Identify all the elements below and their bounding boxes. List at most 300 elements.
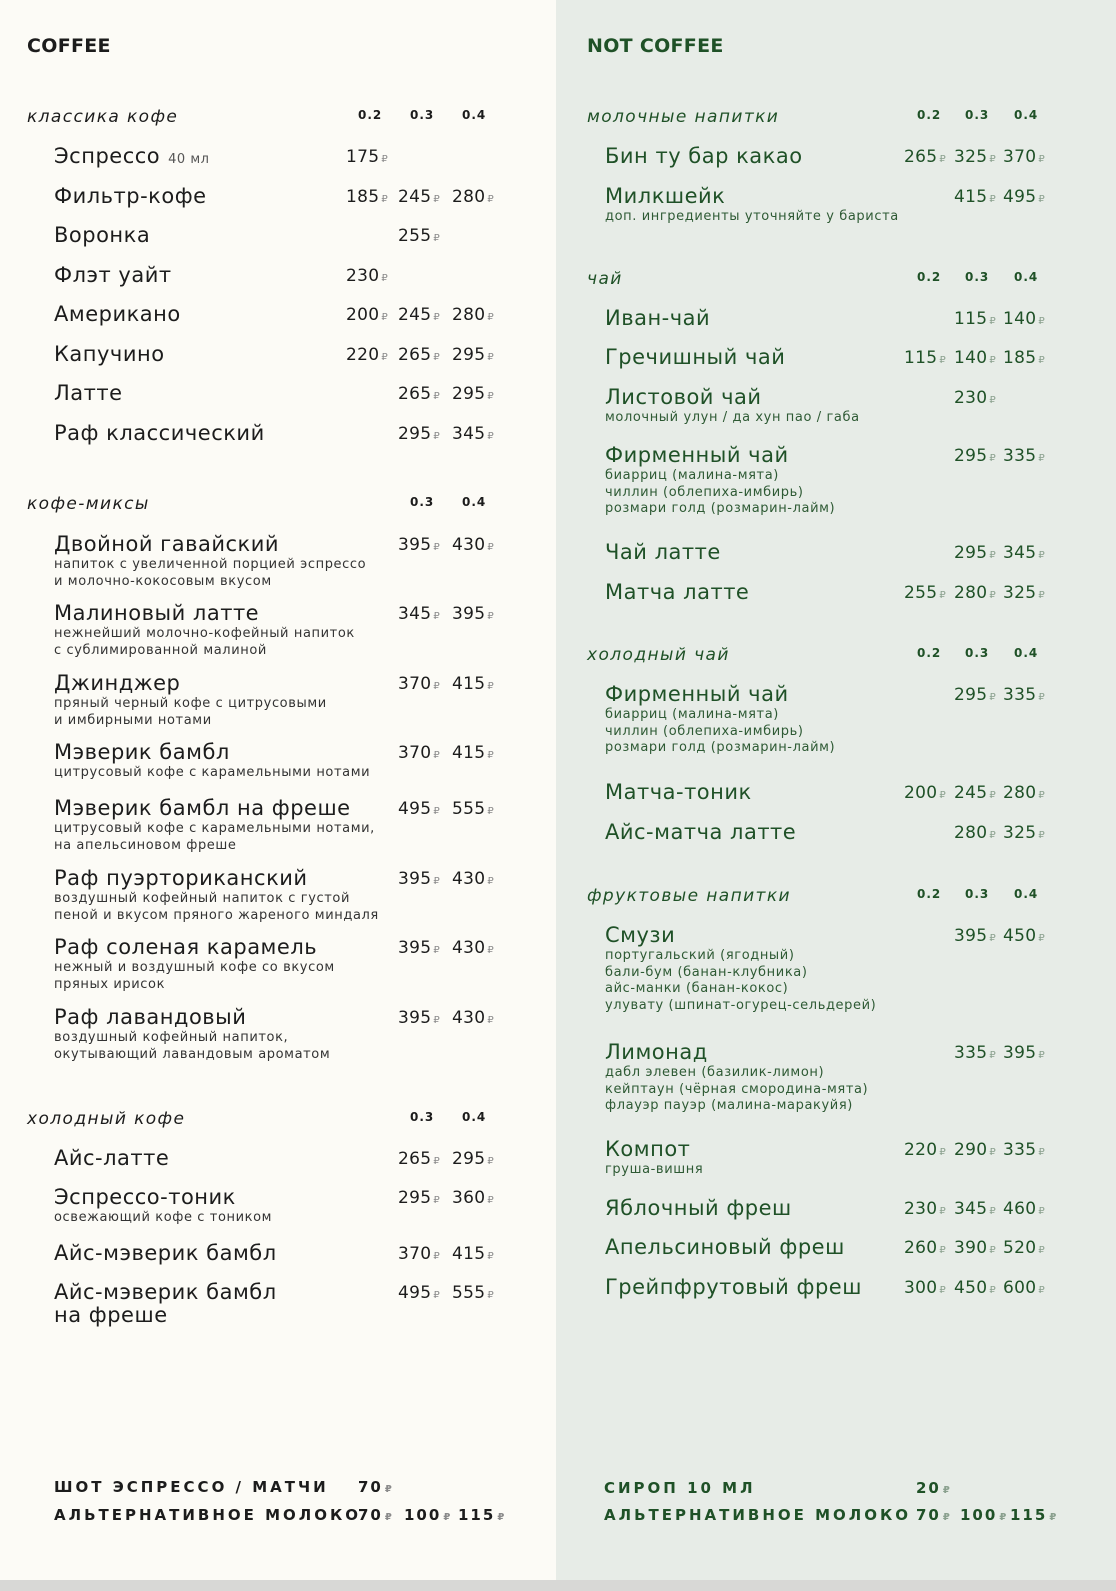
menu-item-name bbox=[54, 936, 317, 959]
menu-item-description: португальский (ягодный) бали-бум (банан-клубника) айс-манки (банан-кокос) улувату (шпинат-огурец-сельдерей) bbox=[605, 948, 877, 1013]
section-heading: молочные напитки bbox=[587, 107, 780, 127]
currency-symbol: ₽ bbox=[1038, 316, 1046, 327]
size-label: 0.3 bbox=[965, 887, 990, 901]
menu-item-price bbox=[904, 783, 946, 806]
menu-item-title: Апельсиновый фреш bbox=[605, 1235, 845, 1259]
menu-item-title: Гречишный чай bbox=[605, 345, 786, 369]
currency-symbol: ₽ bbox=[942, 1485, 952, 1496]
currency-symbol: ₽ bbox=[433, 945, 441, 956]
price-value: 335 bbox=[1003, 685, 1037, 705]
currency-symbol: ₽ bbox=[487, 945, 495, 956]
price-value: 200 bbox=[346, 305, 380, 325]
currency-symbol: ₽ bbox=[989, 550, 997, 561]
section-heading: кофе-миксы bbox=[27, 494, 150, 514]
price-value: 280 bbox=[452, 305, 486, 325]
price-value: 200 bbox=[904, 783, 938, 803]
currency-symbol: ₽ bbox=[989, 830, 997, 841]
menu-item-price bbox=[954, 783, 996, 806]
menu-item-price bbox=[398, 674, 440, 697]
price-value: 295 bbox=[398, 424, 432, 444]
price-value: 295 bbox=[954, 685, 988, 705]
extras-label: ШОТ ЭСПРЕССО / МАТЧИ bbox=[54, 1478, 329, 1496]
price-value: 220 bbox=[346, 345, 380, 365]
price-value: 370 bbox=[398, 743, 432, 763]
section-heading: фруктовые напитки bbox=[587, 886, 791, 906]
menu-item-description: биарриц (малина-мята) чиллин (облепиха-имбирь) розмари голд (розмарин-лайм) bbox=[605, 707, 836, 755]
menu-item-title: Двойной гавайский bbox=[54, 532, 280, 556]
menu-item-price bbox=[1003, 187, 1045, 210]
currency-symbol: ₽ bbox=[433, 431, 441, 442]
menu-item-name bbox=[54, 533, 279, 556]
menu-item-price bbox=[954, 309, 996, 332]
price-value: 265 bbox=[398, 345, 432, 365]
extras-price bbox=[960, 1505, 1008, 1528]
currency-symbol: ₽ bbox=[989, 1050, 997, 1061]
menu-item-title: Смузи bbox=[605, 923, 676, 947]
menu-item-title: Матча латте bbox=[605, 580, 750, 604]
price-value: 280 bbox=[954, 583, 988, 603]
menu-item-name bbox=[605, 1138, 690, 1161]
price-value: 115 bbox=[1010, 1506, 1048, 1524]
menu-item-name bbox=[605, 185, 725, 208]
price-value: 325 bbox=[954, 147, 988, 167]
menu-item-price bbox=[452, 604, 494, 627]
price-value: 415 bbox=[452, 743, 486, 763]
column-title: NOT COFFEE bbox=[587, 35, 724, 57]
currency-symbol: ₽ bbox=[433, 750, 441, 761]
menu-item-price bbox=[452, 1244, 494, 1267]
price-value: 390 bbox=[954, 1238, 988, 1258]
extras-label: АЛЬТЕРНАТИВНОЕ МОЛОКО bbox=[54, 1506, 362, 1524]
size-label: 0.3 bbox=[965, 270, 990, 284]
currency-symbol: ₽ bbox=[1038, 453, 1046, 464]
menu-item-name bbox=[605, 346, 785, 369]
currency-symbol: ₽ bbox=[1038, 933, 1046, 944]
size-label: 0.2 bbox=[917, 887, 942, 901]
currency-symbol: ₽ bbox=[1038, 1245, 1046, 1256]
menu-item-name bbox=[605, 924, 675, 947]
menu-item-price bbox=[452, 743, 494, 766]
currency-symbol: ₽ bbox=[487, 1015, 495, 1026]
size-label: 0.4 bbox=[1014, 646, 1039, 660]
currency-symbol: ₽ bbox=[433, 391, 441, 402]
menu-item-name bbox=[54, 382, 123, 405]
price-value: 230 bbox=[904, 1199, 938, 1219]
price-value: 70 bbox=[358, 1478, 383, 1496]
price-value: 450 bbox=[1003, 926, 1037, 946]
currency-symbol: ₽ bbox=[487, 352, 495, 363]
currency-symbol: ₽ bbox=[381, 273, 389, 284]
currency-symbol: ₽ bbox=[1038, 692, 1046, 703]
size-label: 0.4 bbox=[1014, 108, 1039, 122]
menu-item-name bbox=[605, 581, 749, 604]
menu-item-title: Фирменный чай bbox=[605, 443, 789, 467]
menu-item-price bbox=[954, 823, 996, 846]
price-value: 495 bbox=[1003, 187, 1037, 207]
menu-item-description: освежающий кофе с тоником bbox=[54, 1210, 273, 1225]
currency-symbol: ₽ bbox=[939, 1206, 947, 1217]
currency-symbol: ₽ bbox=[487, 611, 495, 622]
price-value: 230 bbox=[954, 388, 988, 408]
menu-item-price bbox=[452, 799, 494, 822]
currency-symbol: ₽ bbox=[989, 194, 997, 205]
currency-symbol: ₽ bbox=[487, 431, 495, 442]
price-value: 265 bbox=[904, 147, 938, 167]
currency-symbol: ₽ bbox=[939, 590, 947, 601]
price-value: 20 bbox=[916, 1479, 941, 1497]
menu-item-title: Бин ту бар какао bbox=[605, 144, 803, 168]
menu-item-price bbox=[954, 1199, 996, 1222]
menu-item-price bbox=[904, 1238, 946, 1261]
currency-symbol: ₽ bbox=[939, 1285, 947, 1296]
menu-item-price bbox=[398, 1188, 440, 1211]
extras-price bbox=[404, 1505, 452, 1528]
menu-item-price bbox=[1003, 147, 1045, 170]
currency-symbol: ₽ bbox=[487, 750, 495, 761]
menu-item-price bbox=[904, 348, 946, 371]
menu-item-name bbox=[605, 541, 721, 564]
menu-item-title: Фильтр-кофе bbox=[54, 184, 207, 208]
size-label: 0.3 bbox=[410, 108, 435, 122]
menu-item-price bbox=[904, 1140, 946, 1163]
menu-item-description: напиток с увеличенной порцией эспрессо и молочно-кокосовым вкусом bbox=[54, 557, 367, 589]
price-value: 185 bbox=[346, 187, 380, 207]
price-value: 255 bbox=[398, 226, 432, 246]
currency-symbol: ₽ bbox=[487, 1251, 495, 1262]
menu-item-name bbox=[605, 1236, 845, 1259]
size-label: 0.3 bbox=[965, 108, 990, 122]
price-value: 430 bbox=[452, 535, 486, 555]
price-value: 430 bbox=[452, 869, 486, 889]
extras-price bbox=[916, 1505, 952, 1528]
price-value: 280 bbox=[452, 187, 486, 207]
menu-item-price bbox=[346, 187, 388, 210]
price-value: 345 bbox=[1003, 543, 1037, 563]
menu-item-description: цитрусовый кофе с карамельными нотами, на апельсиновом фреше bbox=[54, 821, 375, 853]
menu-item-price bbox=[398, 938, 440, 961]
menu-item-title: Листовой чай bbox=[605, 385, 762, 409]
currency-symbol: ₽ bbox=[989, 590, 997, 601]
currency-symbol: ₽ bbox=[989, 154, 997, 165]
currency-symbol: ₽ bbox=[989, 453, 997, 464]
price-value: 115 bbox=[904, 348, 938, 368]
currency-symbol: ₽ bbox=[989, 1206, 997, 1217]
price-value: 345 bbox=[954, 1199, 988, 1219]
currency-symbol: ₽ bbox=[381, 154, 389, 165]
menu-item-price bbox=[1003, 1043, 1045, 1066]
currency-symbol: ₽ bbox=[939, 1245, 947, 1256]
currency-symbol: ₽ bbox=[433, 681, 441, 692]
menu-item-price bbox=[346, 266, 388, 289]
price-value: 245 bbox=[398, 187, 432, 207]
price-value: 415 bbox=[954, 187, 988, 207]
currency-symbol: ₽ bbox=[939, 790, 947, 801]
menu-item-title: Мэверик бамбл на фреше bbox=[54, 796, 351, 820]
menu-item-name bbox=[605, 386, 762, 409]
menu-item-price bbox=[398, 187, 440, 210]
menu-item-price bbox=[1003, 1238, 1045, 1261]
menu-item-price bbox=[954, 187, 996, 210]
currency-symbol: ₽ bbox=[989, 1245, 997, 1256]
price-value: 115 bbox=[954, 309, 988, 329]
menu-item-price bbox=[954, 388, 996, 411]
currency-symbol: ₽ bbox=[939, 154, 947, 165]
menu-item-price bbox=[904, 583, 946, 606]
menu-item-price bbox=[904, 147, 946, 170]
price-value: 295 bbox=[398, 1188, 432, 1208]
price-value: 230 bbox=[346, 266, 380, 286]
currency-symbol: ₽ bbox=[443, 1512, 453, 1523]
coffee-column bbox=[0, 0, 556, 1580]
menu-item-name bbox=[54, 343, 165, 366]
price-value: 295 bbox=[954, 543, 988, 563]
currency-symbol: ₽ bbox=[433, 876, 441, 887]
menu-item-price bbox=[398, 1244, 440, 1267]
price-value: 100 bbox=[960, 1506, 998, 1524]
currency-symbol: ₽ bbox=[939, 1147, 947, 1158]
menu-item-name bbox=[54, 672, 180, 695]
currency-symbol: ₽ bbox=[487, 542, 495, 553]
menu-item-description: воздушный кофейный напиток, окутывающий лавандовым ароматом bbox=[54, 1030, 331, 1062]
price-value: 70 bbox=[916, 1506, 941, 1524]
extras-price bbox=[458, 1505, 506, 1528]
menu-item-name bbox=[605, 821, 796, 844]
menu-item-title: Флэт уайт bbox=[54, 263, 172, 287]
extras-price bbox=[358, 1505, 394, 1528]
menu-item-price bbox=[452, 674, 494, 697]
menu-item-title: Латте bbox=[54, 381, 123, 405]
menu-item-price bbox=[954, 543, 996, 566]
currency-symbol: ₽ bbox=[433, 233, 441, 244]
currency-symbol: ₽ bbox=[1038, 830, 1046, 841]
size-label: 0.4 bbox=[1014, 270, 1039, 284]
menu-item-price bbox=[1003, 583, 1045, 606]
menu-item-price bbox=[1003, 309, 1045, 332]
price-value: 70 bbox=[358, 1506, 383, 1524]
currency-symbol: ₽ bbox=[433, 312, 441, 323]
menu-item-price bbox=[954, 348, 996, 371]
menu-item-price bbox=[1003, 823, 1045, 846]
price-value: 395 bbox=[1003, 1043, 1037, 1063]
currency-symbol: ₽ bbox=[942, 1512, 952, 1523]
currency-symbol: ₽ bbox=[381, 352, 389, 363]
price-value: 255 bbox=[904, 583, 938, 603]
price-value: 450 bbox=[954, 1278, 988, 1298]
price-value: 265 bbox=[398, 1149, 432, 1169]
menu-item-title: Воронка bbox=[54, 223, 151, 247]
section-heading: холодный чай bbox=[587, 645, 730, 665]
menu-item-name bbox=[605, 683, 789, 706]
price-value: 345 bbox=[452, 424, 486, 444]
menu-item-title: Лимонад bbox=[605, 1040, 708, 1064]
menu-item-price bbox=[452, 1149, 494, 1172]
menu-item-price bbox=[398, 424, 440, 447]
currency-symbol: ₽ bbox=[1038, 355, 1046, 366]
menu-item-title: Айс-мэверик бамбл на фреше bbox=[54, 1280, 277, 1327]
menu-item-title: Эспрессо-тоник bbox=[54, 1185, 236, 1209]
currency-symbol: ₽ bbox=[939, 355, 947, 366]
price-value: 140 bbox=[1003, 309, 1037, 329]
menu-item-price bbox=[398, 1008, 440, 1031]
menu-item-price bbox=[954, 1278, 996, 1301]
menu-item-name bbox=[54, 1281, 277, 1327]
menu-item-price bbox=[452, 1188, 494, 1211]
currency-symbol: ₽ bbox=[384, 1484, 394, 1495]
price-value: 335 bbox=[1003, 1140, 1037, 1160]
extras-price bbox=[1010, 1505, 1058, 1528]
menu-item-title: Капучино bbox=[54, 342, 165, 366]
size-label: 0.2 bbox=[917, 108, 942, 122]
menu-item-price bbox=[1003, 926, 1045, 949]
menu-item-name bbox=[54, 224, 150, 247]
menu-item-price bbox=[398, 743, 440, 766]
menu-item-name bbox=[54, 1242, 277, 1265]
currency-symbol: ₽ bbox=[1038, 1050, 1046, 1061]
currency-symbol: ₽ bbox=[487, 312, 495, 323]
price-value: 220 bbox=[904, 1140, 938, 1160]
currency-symbol: ₽ bbox=[433, 1015, 441, 1026]
price-value: 395 bbox=[452, 604, 486, 624]
currency-symbol: ₽ bbox=[1038, 550, 1046, 561]
menu-item-name bbox=[605, 781, 752, 804]
price-value: 415 bbox=[452, 674, 486, 694]
menu-item-name bbox=[605, 1041, 708, 1064]
menu-item-price bbox=[954, 1140, 996, 1163]
currency-symbol: ₽ bbox=[433, 352, 441, 363]
menu-item-price bbox=[398, 535, 440, 558]
currency-symbol: ₽ bbox=[989, 933, 997, 944]
currency-symbol: ₽ bbox=[1038, 790, 1046, 801]
menu-item-title: Малиновый латте bbox=[54, 601, 260, 625]
price-value: 280 bbox=[954, 823, 988, 843]
menu-item-title: Матча-тоник bbox=[605, 780, 752, 804]
size-label: 0.2 bbox=[358, 108, 383, 122]
menu-item-price bbox=[398, 604, 440, 627]
price-value: 415 bbox=[452, 1244, 486, 1264]
currency-symbol: ₽ bbox=[989, 692, 997, 703]
not-coffee-column bbox=[556, 0, 1116, 1580]
menu-item-price bbox=[398, 799, 440, 822]
extras-price bbox=[916, 1478, 952, 1501]
menu-item-name bbox=[54, 1186, 236, 1209]
price-value: 555 bbox=[452, 1283, 486, 1303]
size-label: 0.3 bbox=[410, 1110, 435, 1124]
currency-symbol: ₽ bbox=[433, 611, 441, 622]
menu-item-name bbox=[605, 307, 710, 330]
price-value: 265 bbox=[398, 384, 432, 404]
menu-item-title: Айс-латте bbox=[54, 1146, 170, 1170]
menu-item-name bbox=[54, 602, 259, 625]
price-value: 395 bbox=[398, 938, 432, 958]
menu-item-description: воздушный кофейный напиток с густой пеной и вкусом пряного жареного миндаля bbox=[54, 891, 379, 923]
price-value: 430 bbox=[452, 938, 486, 958]
currency-symbol: ₽ bbox=[381, 312, 389, 323]
price-value: 370 bbox=[398, 674, 432, 694]
menu-item-name bbox=[54, 422, 265, 445]
menu-item-name bbox=[54, 1006, 246, 1029]
menu-item-price bbox=[398, 305, 440, 328]
menu-item-price bbox=[398, 345, 440, 368]
size-label: 0.4 bbox=[462, 495, 487, 509]
menu-item-price bbox=[904, 1199, 946, 1222]
size-label: 0.2 bbox=[917, 646, 942, 660]
menu-item-name bbox=[54, 145, 209, 171]
extras-label: СИРОП 10 МЛ bbox=[604, 1479, 756, 1497]
currency-symbol: ₽ bbox=[487, 876, 495, 887]
size-label: 0.2 bbox=[917, 270, 942, 284]
price-value: 335 bbox=[954, 1043, 988, 1063]
menu-item-price bbox=[452, 345, 494, 368]
price-value: 245 bbox=[954, 783, 988, 803]
section-heading: холодный кофе bbox=[27, 1109, 186, 1129]
menu-item-price bbox=[954, 1043, 996, 1066]
price-value: 600 bbox=[1003, 1278, 1037, 1298]
menu-item-name bbox=[54, 185, 207, 208]
price-value: 495 bbox=[398, 799, 432, 819]
price-value: 295 bbox=[452, 345, 486, 365]
currency-symbol: ₽ bbox=[433, 806, 441, 817]
currency-symbol: ₽ bbox=[487, 1156, 495, 1167]
menu-item-description: молочный улун / да хун пао / габа bbox=[605, 410, 860, 425]
menu-item-description: доп. ингредиенты уточняйте у бариста bbox=[605, 209, 899, 224]
menu-item-description: груша-вишня bbox=[605, 1162, 704, 1177]
menu-item-price bbox=[1003, 543, 1045, 566]
menu-item-price bbox=[398, 226, 440, 249]
price-value: 395 bbox=[954, 926, 988, 946]
menu-item-price bbox=[954, 147, 996, 170]
size-label: 0.4 bbox=[462, 1110, 487, 1124]
price-value: 260 bbox=[904, 1238, 938, 1258]
menu-item-title: Фирменный чай bbox=[605, 682, 789, 706]
currency-symbol: ₽ bbox=[433, 1290, 441, 1301]
currency-symbol: ₽ bbox=[433, 542, 441, 553]
price-value: 140 bbox=[954, 348, 988, 368]
menu-item-title: Милкшейк bbox=[605, 184, 726, 208]
currency-symbol: ₽ bbox=[989, 316, 997, 327]
menu-item-price bbox=[452, 938, 494, 961]
menu-item-price bbox=[1003, 783, 1045, 806]
menu-item-description: нежный и воздушный кофе со вкусом пряных ирисок bbox=[54, 960, 335, 992]
menu-item-title: Грейпфрутовый фреш bbox=[605, 1275, 862, 1299]
currency-symbol: ₽ bbox=[433, 1251, 441, 1262]
size-label: 0.4 bbox=[462, 108, 487, 122]
price-value: 335 bbox=[1003, 446, 1037, 466]
menu-item-note: 40 мл bbox=[168, 152, 210, 167]
menu-item-name bbox=[605, 444, 789, 467]
price-value: 370 bbox=[1003, 147, 1037, 167]
currency-symbol: ₽ bbox=[433, 1195, 441, 1206]
currency-symbol: ₽ bbox=[1038, 1147, 1046, 1158]
price-value: 360 bbox=[452, 1188, 486, 1208]
menu-item-description: цитрусовый кофе с карамельными нотами bbox=[54, 765, 371, 780]
price-value: 495 bbox=[398, 1283, 432, 1303]
price-value: 290 bbox=[954, 1140, 988, 1160]
price-value: 395 bbox=[398, 1008, 432, 1028]
menu-item-price bbox=[954, 685, 996, 708]
currency-symbol: ₽ bbox=[433, 194, 441, 205]
menu-item-name bbox=[605, 145, 803, 168]
price-value: 245 bbox=[398, 305, 432, 325]
menu-item-title: Американо bbox=[54, 302, 181, 326]
currency-symbol: ₽ bbox=[989, 355, 997, 366]
price-value: 115 bbox=[458, 1506, 496, 1524]
menu-item-name bbox=[54, 797, 351, 820]
price-value: 395 bbox=[398, 869, 432, 889]
menu-item-title: Мэверик бамбл bbox=[54, 740, 230, 764]
currency-symbol: ₽ bbox=[1038, 1285, 1046, 1296]
currency-symbol: ₽ bbox=[381, 194, 389, 205]
menu-item-name bbox=[54, 867, 308, 890]
